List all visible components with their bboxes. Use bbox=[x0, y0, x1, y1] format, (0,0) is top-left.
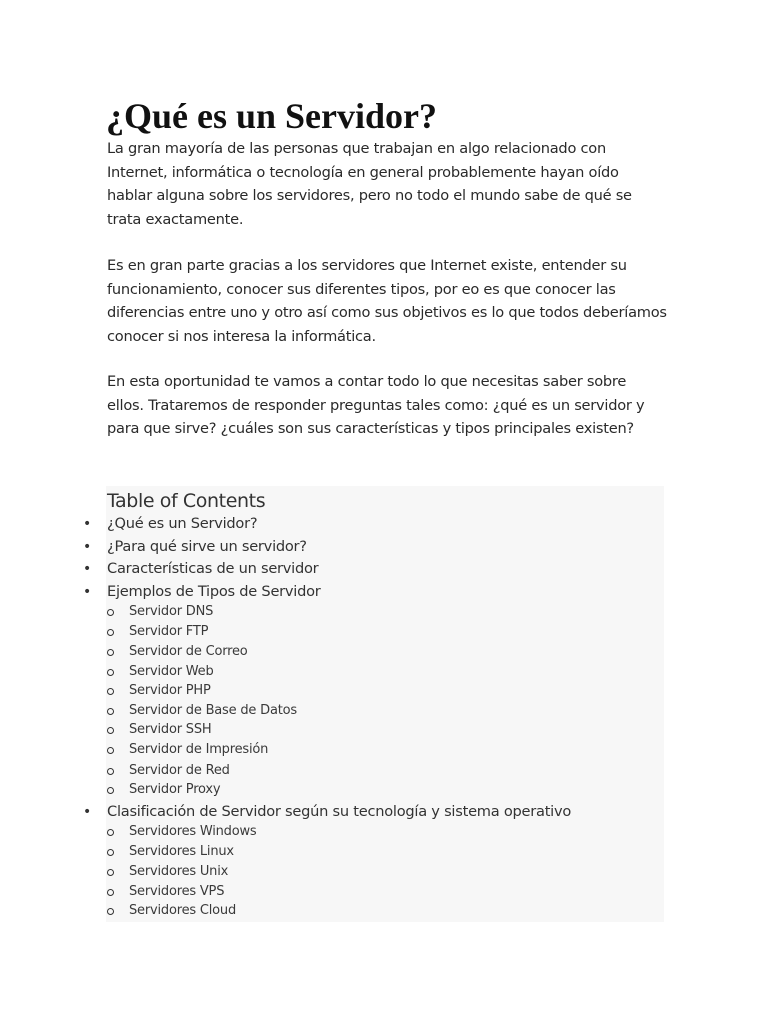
toc-sublink[interactable] bbox=[129, 681, 211, 701]
toc-link-que-es-servidor[interactable] bbox=[83, 513, 258, 535]
toc-link-label: Características de un servidor bbox=[107, 560, 319, 577]
toc-link-label: Clasificación de Servidor según su tecnología y sistema operativo bbox=[107, 803, 572, 820]
toc-sublink-label: Servidor de Base de Datos bbox=[129, 703, 297, 718]
toc-link-label: ¿Para qué sirve un servidor? bbox=[107, 538, 307, 555]
circle-bullet-icon bbox=[107, 708, 114, 715]
intro-paragraph: La gran mayoría de las personas que trabajan en algo relacionado con Internet, informática o tecnología en general probablemente hayan oído hablar alguna sobre los servidores, pero no todo el mundo sabe de qué se trata exactamente. bbox=[107, 140, 632, 228]
bullet-icon: • bbox=[83, 539, 92, 555]
toc-link-clasificacion[interactable] bbox=[83, 801, 572, 823]
toc-link-caracteristicas[interactable] bbox=[83, 558, 319, 580]
circle-bullet-icon bbox=[107, 787, 114, 794]
circle-bullet-icon bbox=[107, 849, 114, 856]
toc-sublink[interactable] bbox=[129, 901, 236, 921]
toc-sublink[interactable] bbox=[129, 761, 230, 781]
toc-link-label: ¿Qué es un Servidor? bbox=[107, 515, 258, 532]
bullet-icon: • bbox=[83, 561, 92, 577]
toc-sublink[interactable] bbox=[129, 740, 268, 760]
toc-link-ejemplos-tipos[interactable] bbox=[83, 581, 321, 603]
toc-sublink-label: Servidores Linux bbox=[129, 844, 234, 859]
circle-bullet-icon bbox=[107, 869, 114, 876]
toc-sublink[interactable] bbox=[129, 780, 220, 800]
toc-sublink[interactable] bbox=[129, 622, 208, 642]
circle-bullet-icon bbox=[107, 747, 114, 754]
body-paragraph: En esta oportunidad te vamos a contar todo lo que necesitas saber sobre ellos. Trataremos de responder preguntas tales como: ¿qué es un servidor y para que sirve? ¿cuáles son sus características y tipos principales existen? bbox=[107, 373, 645, 437]
toc-link-label: Ejemplos de Tipos de Servidor bbox=[107, 583, 321, 600]
toc-title: Table of Contents bbox=[107, 490, 266, 512]
toc-sublink-label: Servidor SSH bbox=[129, 722, 212, 737]
toc-sublink[interactable] bbox=[129, 720, 211, 740]
circle-bullet-icon bbox=[107, 829, 114, 836]
circle-bullet-icon bbox=[107, 609, 114, 616]
toc-link-para-que-sirve[interactable] bbox=[83, 536, 307, 558]
toc-sublink-label: Servidores VPS bbox=[129, 884, 225, 899]
toc-sublink[interactable] bbox=[129, 662, 214, 682]
circle-bullet-icon bbox=[107, 649, 114, 656]
toc-sublink[interactable] bbox=[129, 602, 213, 622]
circle-bullet-icon bbox=[107, 908, 114, 915]
toc-sublink-label: Servidor PHP bbox=[129, 683, 211, 698]
toc-sublink[interactable] bbox=[129, 642, 248, 662]
toc-sublink-label: Servidor Web bbox=[129, 664, 214, 679]
toc-sublink-label: Servidores Windows bbox=[129, 824, 257, 839]
toc-sublink-label: Servidor FTP bbox=[129, 624, 209, 639]
toc-sublink-label: Servidor de Impresión bbox=[129, 742, 269, 757]
toc-sublink[interactable] bbox=[129, 882, 224, 902]
toc-sublink-label: Servidor de Correo bbox=[129, 644, 248, 659]
circle-bullet-icon bbox=[107, 669, 114, 676]
bullet-icon: • bbox=[83, 584, 92, 600]
bullet-icon: • bbox=[83, 516, 92, 532]
circle-bullet-icon bbox=[107, 768, 114, 775]
toc-sublink-label: Servidor Proxy bbox=[129, 782, 221, 797]
toc-sublink[interactable] bbox=[129, 842, 234, 862]
circle-bullet-icon bbox=[107, 727, 114, 734]
circle-bullet-icon bbox=[107, 688, 114, 695]
toc-sublink-label: Servidor DNS bbox=[129, 604, 214, 619]
toc-sublink-label: Servidores Cloud bbox=[129, 903, 237, 918]
toc-sublink[interactable] bbox=[129, 822, 257, 842]
toc-sublink-label: Servidor de Red bbox=[129, 763, 230, 778]
page-title: ¿Qué es un Servidor? bbox=[106, 96, 438, 136]
toc-sublink[interactable] bbox=[129, 862, 228, 882]
circle-bullet-icon bbox=[107, 629, 114, 636]
body-paragraph: Es en gran parte gracias a los servidores que Internet existe, entender su funcionamiento, conocer sus diferentes tipos, por eo es que conocer las diferencias entre uno y otro así como sus objetivos es lo que todos deberíamos conocer si nos interesa la informática. bbox=[107, 257, 667, 345]
bullet-icon: • bbox=[83, 804, 92, 820]
toc-sublink[interactable] bbox=[129, 701, 297, 721]
toc-sublink-label: Servidores Unix bbox=[129, 864, 229, 879]
circle-bullet-icon bbox=[107, 889, 114, 896]
